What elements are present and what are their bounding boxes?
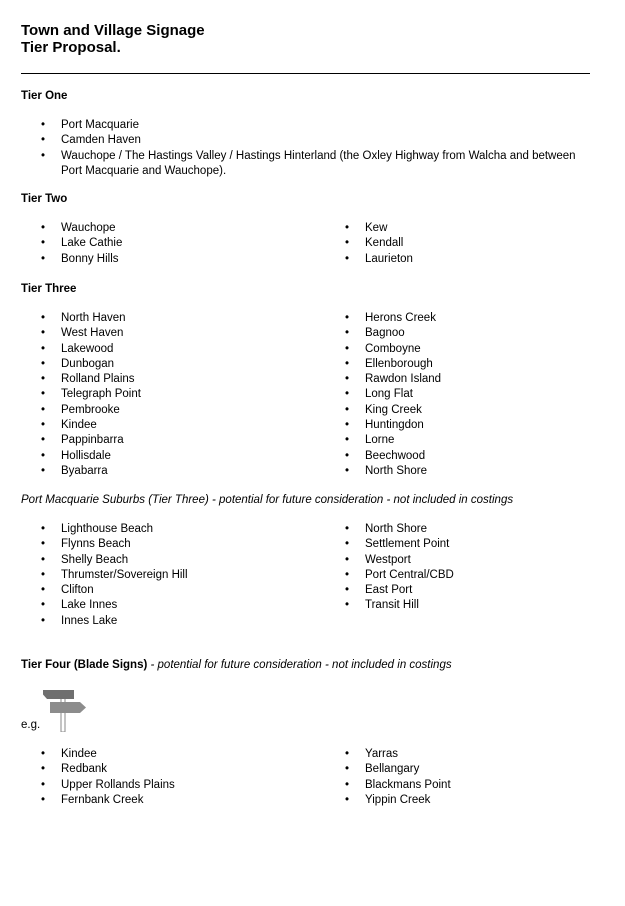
list-item: • Redbank bbox=[41, 762, 175, 777]
list-item: • Ellenborough bbox=[345, 357, 441, 372]
list-item: • East Port bbox=[345, 583, 454, 598]
title-line-1: Town and Village Signage bbox=[21, 22, 205, 39]
tier-two-left-list bbox=[41, 221, 122, 267]
list-item: • Port Macquarie bbox=[41, 118, 586, 133]
blade-sign-icon bbox=[40, 686, 88, 732]
list-item: • Lake Innes bbox=[41, 598, 188, 613]
tier-four-heading-line bbox=[21, 658, 452, 672]
list-item: • Wauchope / The Hastings Valley / Hastings Hinterland (the Oxley Highway from Walcha and between Port Macquarie and Wauchope). bbox=[41, 149, 586, 180]
list-item: • Telegraph Point bbox=[41, 387, 141, 402]
list-item: • Settlement Point bbox=[345, 537, 454, 552]
list-item: • Port Central/CBD bbox=[345, 568, 454, 583]
list-item: • Lake Cathie bbox=[41, 236, 122, 251]
example-label: e.g. bbox=[21, 719, 41, 731]
list-item: • Byabarra bbox=[41, 464, 141, 479]
list-item: • Pembrooke bbox=[41, 403, 141, 418]
list-item: • Yippin Creek bbox=[345, 793, 451, 808]
list-item: • Bellangary bbox=[345, 762, 451, 777]
list-item: • Clifton bbox=[41, 583, 188, 598]
list-item: • Dunbogan bbox=[41, 357, 141, 372]
tier-two-heading: Tier Two bbox=[21, 193, 68, 205]
list-item: • Fernbank Creek bbox=[41, 793, 175, 808]
list-item: • Blackmans Point bbox=[345, 778, 451, 793]
suburbs-right-list bbox=[345, 522, 454, 614]
list-item: • Upper Rollands Plains bbox=[41, 778, 175, 793]
list-item: • Lakewood bbox=[41, 342, 141, 357]
list-item: • Wauchope bbox=[41, 221, 122, 236]
list-item: • North Haven bbox=[41, 311, 141, 326]
tier-three-heading: Tier Three bbox=[21, 283, 77, 295]
list-item: • King Creek bbox=[345, 403, 441, 418]
tier-four-heading: Tier Four (Blade Signs) bbox=[21, 659, 148, 671]
list-item: • Lorne bbox=[345, 433, 441, 448]
page-title bbox=[21, 22, 205, 56]
title-divider bbox=[21, 73, 590, 74]
list-item: • Laurieton bbox=[345, 252, 413, 267]
list-item: • Camden Haven bbox=[41, 133, 586, 148]
tier-one-heading: Tier One bbox=[21, 90, 68, 102]
list-item: • Herons Creek bbox=[345, 311, 441, 326]
list-item: • Bagnoo bbox=[345, 326, 441, 341]
title-line-2: Tier Proposal. bbox=[21, 39, 121, 56]
list-item: • Kew bbox=[345, 221, 413, 236]
suburbs-left-list bbox=[41, 522, 188, 629]
suburbs-note: Port Macquarie Suburbs (Tier Three) - potential for future consideration - not included in costings bbox=[21, 494, 514, 506]
list-item: • Bonny Hills bbox=[41, 252, 122, 267]
list-item: • Rawdon Island bbox=[345, 372, 441, 387]
list-item: • Huntingdon bbox=[345, 418, 441, 433]
list-item: • Long Flat bbox=[345, 387, 441, 402]
tier-four-left-list bbox=[41, 747, 175, 808]
list-item: • North Shore bbox=[345, 464, 441, 479]
tier-three-left-list bbox=[41, 311, 141, 479]
list-item: • Lighthouse Beach bbox=[41, 522, 188, 537]
list-item: • Westport bbox=[345, 553, 454, 568]
list-item: • Beechwood bbox=[345, 449, 441, 464]
tier-one-list bbox=[41, 118, 586, 179]
list-item: • Transit Hill bbox=[345, 598, 454, 613]
list-item: • Hollisdale bbox=[41, 449, 141, 464]
list-item: • Kindee bbox=[41, 747, 175, 762]
list-item: • Comboyne bbox=[345, 342, 441, 357]
tier-three-right-list bbox=[345, 311, 441, 479]
list-item: • Yarras bbox=[345, 747, 451, 762]
tier-four-note: - potential for future consideration - not included in costings bbox=[147, 659, 452, 671]
tier-two-right-list bbox=[345, 221, 413, 267]
list-item: • Rolland Plains bbox=[41, 372, 141, 387]
list-item: • Shelly Beach bbox=[41, 553, 188, 568]
list-item: • West Haven bbox=[41, 326, 141, 341]
list-item: • Kendall bbox=[345, 236, 413, 251]
list-item: • Kindee bbox=[41, 418, 141, 433]
list-item: • Innes Lake bbox=[41, 614, 188, 629]
list-item: • North Shore bbox=[345, 522, 454, 537]
list-item: • Flynns Beach bbox=[41, 537, 188, 552]
tier-four-right-list bbox=[345, 747, 451, 808]
list-item: • Thrumster/Sovereign Hill bbox=[41, 568, 188, 583]
list-item: • Pappinbarra bbox=[41, 433, 141, 448]
